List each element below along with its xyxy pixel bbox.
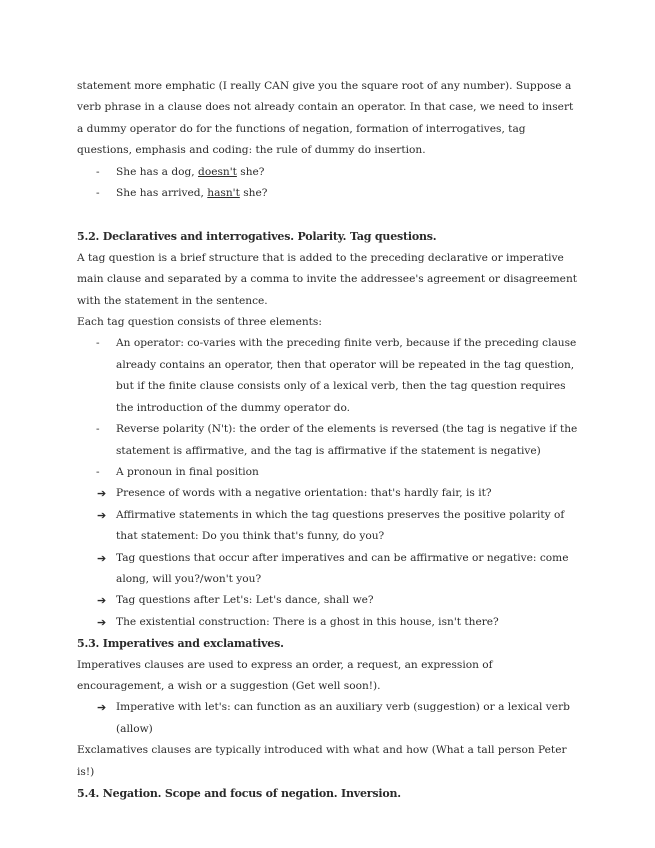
element-list-item	[77, 462, 582, 483]
dash-bullet: -	[96, 465, 100, 478]
example-underlined-tag: doesn't	[198, 165, 237, 178]
element-text: Reverse polarity (N't): the order of the elements is reversed (the tag is negative if the statement is affirmative, and the tag is affirmative if the statement is negative)	[116, 423, 578, 457]
note-text: Tag questions after Let's: Let's dance, shall we?	[116, 594, 374, 607]
note-list-item	[77, 483, 582, 504]
section-heading-5-3: 5.3. Imperatives and exclamatives.	[77, 637, 284, 651]
note-list-item	[77, 590, 582, 611]
note-list-item	[77, 612, 582, 633]
arrow-icon: ➔	[97, 594, 107, 608]
document-body	[77, 76, 582, 804]
dash-bullet: -	[96, 187, 100, 200]
example-text-after: she?	[236, 165, 265, 178]
note-text: Affirmative statements in which the tag questions preserves the positive polarity of that statement: Do you think that's funny, do you?	[116, 508, 565, 543]
arrow-icon: ➔	[97, 615, 107, 629]
imperatives-paragraph: Imperatives clauses are used to express an order, a request, an expression of encouragement, a wish or a suggestion (Get well soon!).	[77, 658, 493, 692]
section-heading-5-2: 5.2. Declaratives and interrogatives. Polarity. Tag questions.	[77, 230, 437, 244]
exclamatives-paragraph: Exclamatives clauses are typically introduced with what and how (What a tall person Peter is!)	[77, 744, 567, 778]
example-underlined-tag: hasn't	[207, 187, 240, 200]
intro-paragraph: statement more emphatic (I really CAN give you the square root of any number). Suppose a verb phrase in a clause does not already contain an operator. In that case, we need to insert a dummy operator do for the functions of negation, formation of interrogatives, tag questions, emphasis and coding: the rule of dummy do insertion.	[77, 80, 574, 157]
element-text: An operator: co-varies with the preceding finite verb, because if the preceding clause already contains an operator, then that operator will be repeated in the tag question, but if the finite clause consists only of a lexical verb, then the tag question requires the introduction of the dummy operator do.	[116, 337, 577, 414]
elements-intro: Each tag question consists of three elements:	[77, 316, 322, 329]
note-list-item	[77, 548, 582, 591]
example-text-before: She has a dog,	[116, 165, 199, 178]
element-text: A pronoun in final position	[116, 465, 259, 478]
dash-bullet: -	[96, 423, 100, 436]
example-item	[77, 183, 582, 204]
arrow-icon: ➔	[97, 551, 107, 565]
example-text-after: she?	[239, 187, 268, 200]
arrow-icon: ➔	[97, 487, 107, 501]
note-list-item	[77, 697, 582, 740]
arrow-icon: ➔	[97, 508, 107, 522]
dash-bullet: -	[96, 337, 100, 350]
note-text: Tag questions that occur after imperatives and can be affirmative or negative: come along, will you?/won't you?	[116, 551, 569, 585]
element-list-item	[77, 333, 582, 419]
arrow-icon: ➔	[97, 701, 107, 715]
note-text: Presence of words with a negative orientation: that's hardly fair, is it?	[116, 487, 492, 500]
section-heading-5-4: 5.4. Negation. Scope and focus of negation. Inversion.	[77, 787, 401, 800]
note-text: Imperative with let's: can function as an auxiliary verb (suggestion) or a lexical verb (allow)	[116, 701, 570, 735]
tag-question-definition: A tag question is a brief structure that is added to the preceding declarative or imperative main clause and separated by a comma to invite the addressee's agreement or disagreement with the statement in the sentence.	[77, 251, 578, 307]
note-text: The existential construction: There is a ghost in this house, isn't there?	[116, 615, 499, 628]
example-item	[77, 162, 582, 183]
element-list-item	[77, 419, 582, 462]
example-text-before: She has arrived,	[116, 187, 208, 200]
note-list-item	[77, 505, 582, 548]
dash-bullet: -	[96, 165, 100, 178]
